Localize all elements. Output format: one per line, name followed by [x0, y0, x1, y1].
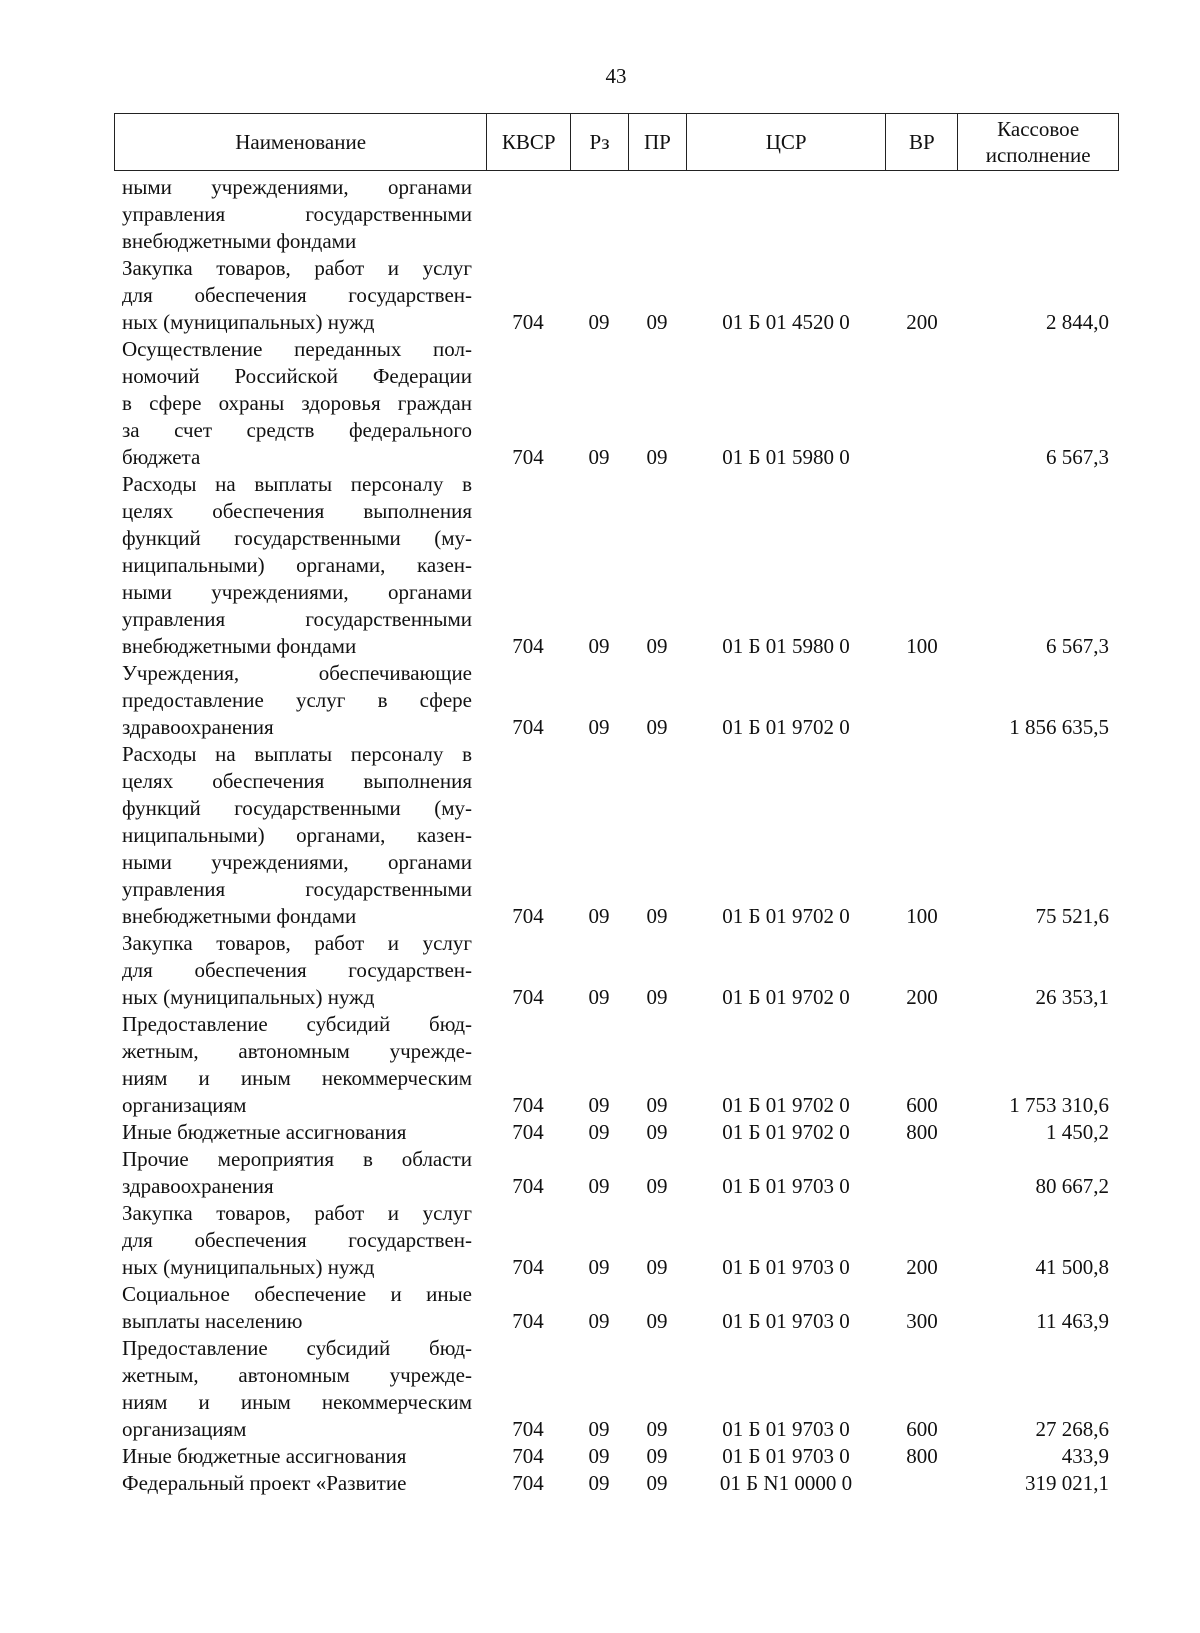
row-name-line: ниям и иным некоммерческим — [122, 1066, 472, 1090]
row-name — [114, 1281, 486, 1335]
row-pr: 09 — [646, 1309, 668, 1333]
row-name — [114, 336, 486, 471]
row-cash-execution: 75 521,6 — [1035, 904, 1109, 928]
row-cash-execution: 6 567,3 — [1046, 445, 1109, 469]
row-name — [114, 1011, 486, 1119]
row-pr: 09 — [646, 1120, 668, 1144]
row-name-line: ными учреждениями, органами — [122, 850, 472, 874]
table-row — [114, 1200, 1119, 1281]
row-csr: 01 Б 01 9702 0 — [722, 715, 850, 739]
row-name — [114, 1470, 486, 1497]
row-csr: 01 Б 01 5980 0 — [722, 445, 850, 469]
row-pr: 09 — [646, 1255, 668, 1279]
row-name-line: внебюджетными фондами — [122, 634, 357, 658]
row-cash-execution: 1 753 310,6 — [1009, 1093, 1109, 1117]
row-vr: 300 — [906, 1309, 938, 1333]
row-kvsr: 704 — [512, 1309, 544, 1333]
row-name-line: управления государственными — [122, 877, 472, 901]
row-name — [114, 930, 486, 1011]
table-row — [114, 255, 1119, 336]
row-kvsr: 704 — [512, 634, 544, 658]
row-name-line: управления государственными — [122, 202, 472, 226]
row-name-line: Социальное обеспечение и иные — [122, 1282, 472, 1306]
row-name-line: здравоохранения — [122, 1174, 274, 1198]
row-pr: 09 — [646, 634, 668, 658]
table-row — [114, 930, 1119, 1011]
table-row — [114, 1335, 1119, 1443]
budget-table — [114, 113, 1119, 1497]
row-name-line: целях обеспечения выполнения — [122, 769, 472, 793]
row-pr: 09 — [646, 715, 668, 739]
table-row — [114, 174, 1119, 255]
row-kvsr: 704 — [512, 904, 544, 928]
row-pr: 09 — [646, 1444, 668, 1468]
header-cash-execution — [957, 114, 1118, 170]
row-vr: 600 — [906, 1093, 938, 1117]
row-name-line: номочий Российской Федерации — [122, 364, 472, 388]
table-row — [114, 1281, 1119, 1335]
row-csr: 01 Б 01 4520 0 — [722, 310, 850, 334]
row-kvsr: 704 — [512, 1471, 544, 1495]
row-name-line: жетным, автономным учрежде- — [122, 1039, 472, 1063]
row-vr: 800 — [906, 1120, 938, 1144]
row-kvsr: 704 — [512, 1120, 544, 1144]
row-pr: 09 — [646, 904, 668, 928]
row-kvsr: 704 — [512, 1174, 544, 1198]
row-name — [114, 471, 486, 660]
row-name-line: бюджета — [122, 445, 201, 469]
row-name — [114, 1200, 486, 1281]
row-rz: 09 — [588, 1417, 610, 1441]
row-pr: 09 — [646, 1417, 668, 1441]
row-csr: 01 Б 01 9702 0 — [722, 904, 850, 928]
row-rz: 09 — [588, 1444, 610, 1468]
row-kvsr: 704 — [512, 985, 544, 1009]
row-rz: 09 — [588, 1093, 610, 1117]
row-kvsr: 704 — [512, 715, 544, 739]
row-cash-execution: 2 844,0 — [1046, 310, 1109, 334]
row-cash-execution: 6 567,3 — [1046, 634, 1109, 658]
row-name-line: Закупка товаров, работ и услуг — [122, 931, 472, 955]
row-name-line: жетным, автономным учрежде- — [122, 1363, 472, 1387]
row-rz: 09 — [588, 445, 610, 469]
row-cash-execution: 319 021,1 — [1025, 1471, 1109, 1495]
row-rz: 09 — [588, 310, 610, 334]
header-sum-line2: исполнение — [985, 143, 1091, 167]
row-name-line: за счет средств федерального — [122, 418, 472, 442]
row-csr: 01 Б 01 9703 0 — [722, 1174, 850, 1198]
row-kvsr: 704 — [512, 310, 544, 334]
row-name-line: ных (муниципальных) нужд — [122, 1255, 375, 1279]
header-kvsr: КВСР — [486, 114, 570, 170]
table-row — [114, 1119, 1119, 1146]
row-csr: 01 Б 01 9703 0 — [722, 1309, 850, 1333]
row-name-line: для обеспечения государствен- — [122, 283, 472, 307]
row-name-line: Иные бюджетные ассигнования — [122, 1120, 407, 1144]
row-name — [114, 174, 486, 255]
row-rz: 09 — [588, 1471, 610, 1495]
row-name-line: в сфере охраны здоровья граждан — [122, 391, 472, 415]
row-name-line: предоставление услуг в сфере — [122, 688, 472, 712]
row-vr: 200 — [906, 1255, 938, 1279]
row-name-line: Осуществление переданных пол- — [122, 337, 472, 361]
table-row — [114, 336, 1119, 471]
row-rz: 09 — [588, 985, 610, 1009]
row-name-line: для обеспечения государствен- — [122, 958, 472, 982]
row-cash-execution: 1 856 635,5 — [1009, 715, 1109, 739]
table-row — [114, 1470, 1119, 1497]
row-rz: 09 — [588, 904, 610, 928]
row-rz: 09 — [588, 1120, 610, 1144]
row-name-line: Предоставление субсидий бюд- — [122, 1336, 472, 1360]
row-pr: 09 — [646, 310, 668, 334]
row-name-line: Закупка товаров, работ и услуг — [122, 256, 472, 280]
row-name-line: Учреждения, обеспечивающие — [122, 661, 472, 685]
header-sum-line1: Кассовое — [997, 117, 1080, 141]
row-rz: 09 — [588, 1309, 610, 1333]
row-vr: 200 — [906, 310, 938, 334]
row-name-line: функций государственными (му- — [122, 526, 472, 550]
row-cash-execution: 1 450,2 — [1046, 1120, 1109, 1144]
row-cash-execution: 26 353,1 — [1035, 985, 1109, 1009]
table-body — [114, 174, 1119, 1497]
row-name-line: ниципальными) органами, казен- — [122, 553, 472, 577]
row-name-line: Закупка товаров, работ и услуг — [122, 1201, 472, 1225]
row-cash-execution: 41 500,8 — [1035, 1255, 1109, 1279]
row-name-line: Расходы на выплаты персоналу в — [122, 472, 472, 496]
row-name-line: выплаты населению — [122, 1309, 303, 1333]
row-csr: 01 Б 01 9703 0 — [722, 1255, 850, 1279]
header-name: Наименование — [235, 130, 367, 154]
row-name-line: внебюджетными фондами — [122, 229, 357, 253]
row-name-line: для обеспечения государствен- — [122, 1228, 472, 1252]
row-pr: 09 — [646, 985, 668, 1009]
row-name-line: функций государственными (му- — [122, 796, 472, 820]
row-name-line: Прочие мероприятия в области — [122, 1147, 472, 1171]
row-name-line: целях обеспечения выполнения — [122, 499, 472, 523]
row-kvsr: 704 — [512, 1255, 544, 1279]
row-cash-execution: 80 667,2 — [1035, 1174, 1109, 1198]
row-name — [114, 1443, 486, 1470]
row-name-line: внебюджетными фондами — [122, 904, 357, 928]
header-pr: ПР — [628, 114, 686, 170]
row-vr: 800 — [906, 1444, 938, 1468]
row-rz: 09 — [588, 634, 610, 658]
row-name-line: Предоставление субсидий бюд- — [122, 1012, 472, 1036]
row-vr: 100 — [906, 904, 938, 928]
row-csr: 01 Б 01 9702 0 — [722, 1120, 850, 1144]
row-name — [114, 1146, 486, 1200]
row-name — [114, 255, 486, 336]
row-name — [114, 660, 486, 741]
table-row — [114, 741, 1119, 930]
row-csr: 01 Б 01 9702 0 — [722, 985, 850, 1009]
header-vr: ВР — [885, 114, 957, 170]
table-header — [114, 113, 1119, 171]
row-name-line: ниям и иным некоммерческим — [122, 1390, 472, 1414]
row-pr: 09 — [646, 1093, 668, 1117]
row-cash-execution: 27 268,6 — [1035, 1417, 1109, 1441]
row-name-line: ных (муниципальных) нужд — [122, 310, 375, 334]
row-rz: 09 — [588, 1174, 610, 1198]
row-name-line: ниципальными) органами, казен- — [122, 823, 472, 847]
table-row — [114, 660, 1119, 741]
row-rz: 09 — [588, 715, 610, 739]
row-rz: 09 — [588, 1255, 610, 1279]
row-cash-execution: 433,9 — [1061, 1444, 1109, 1468]
row-csr: 01 Б 01 9702 0 — [722, 1093, 850, 1117]
table-row — [114, 1443, 1119, 1470]
row-kvsr: 704 — [512, 1444, 544, 1468]
row-csr: 01 Б 01 9703 0 — [722, 1444, 850, 1468]
row-name-line: Расходы на выплаты персоналу в — [122, 742, 472, 766]
row-csr: 01 Б N1 0000 0 — [719, 1471, 853, 1495]
row-kvsr: 704 — [512, 445, 544, 469]
row-name-line: ными учреждениями, органами — [122, 580, 472, 604]
row-pr: 09 — [646, 1471, 668, 1495]
row-name-line: ных (муниципальных) нужд — [122, 985, 375, 1009]
row-name-line: организациям — [122, 1417, 247, 1441]
row-vr: 200 — [906, 985, 938, 1009]
table-row — [114, 471, 1119, 660]
row-cash-execution: 11 463,9 — [1036, 1309, 1109, 1333]
row-kvsr: 704 — [512, 1093, 544, 1117]
row-name — [114, 1119, 486, 1146]
row-vr: 100 — [906, 634, 938, 658]
table-row — [114, 1146, 1119, 1200]
row-csr: 01 Б 01 5980 0 — [722, 634, 850, 658]
row-pr: 09 — [646, 1174, 668, 1198]
page-number: 43 — [605, 64, 627, 88]
row-name-line: здравоохранения — [122, 715, 274, 739]
header-rz: Рз — [570, 114, 628, 170]
table-row — [114, 1011, 1119, 1119]
row-name-line: Иные бюджетные ассигнования — [122, 1444, 407, 1468]
row-pr: 09 — [646, 445, 668, 469]
row-name-line: организациям — [122, 1093, 247, 1117]
row-kvsr: 704 — [512, 1417, 544, 1441]
row-name — [114, 1335, 486, 1443]
row-name — [114, 741, 486, 930]
row-csr: 01 Б 01 9703 0 — [722, 1417, 850, 1441]
header-csr: ЦСР — [686, 114, 886, 170]
row-name-line: Федеральный проект «Развитие — [122, 1471, 407, 1495]
row-name-line: ными учреждениями, органами — [122, 175, 472, 199]
row-vr: 600 — [906, 1417, 938, 1441]
row-name-line: управления государственными — [122, 607, 472, 631]
